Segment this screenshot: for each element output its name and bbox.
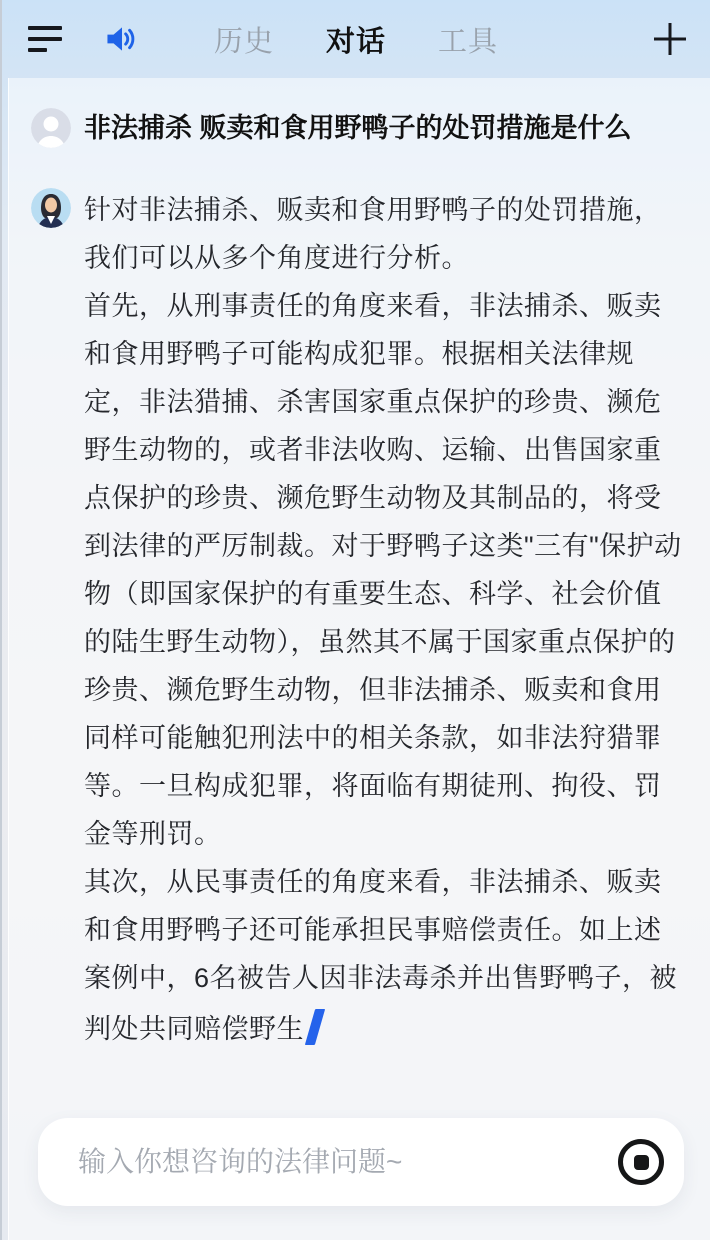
new-chat-plus-icon[interactable]	[652, 21, 688, 57]
assistant-message-row	[9, 186, 710, 1053]
speaker-volume-icon[interactable]	[102, 21, 142, 57]
assistant-avatar	[31, 188, 71, 228]
tab-history[interactable]: 历史	[214, 25, 275, 58]
assistant-paragraph-3: 其次，从民事责任的角度来看，非法捕杀、贩卖和食用野鸭子还可能承担民事赔偿责任。如上述案例中，6名被告人因非法毒杀并出售野鸭子，被判处共同赔偿野生	[84, 867, 678, 1044]
hamburger-menu-icon[interactable]	[28, 24, 64, 54]
assistant-message-text	[84, 186, 686, 1053]
question-input[interactable]	[76, 1145, 618, 1179]
user-message-row	[9, 106, 710, 150]
stop-generating-button[interactable]	[618, 1139, 664, 1185]
composer-bar	[38, 1118, 684, 1206]
typing-caret	[305, 1009, 325, 1045]
assistant-paragraph-1: 针对非法捕杀、贩卖和食用野鸭子的处罚措施，我们可以从多个角度进行分析。	[84, 195, 662, 273]
user-avatar	[31, 108, 71, 148]
tab-dialogue[interactable]: 对话	[326, 25, 387, 58]
tab-tools[interactable]: 工具	[438, 25, 499, 58]
user-message-text: 非法捕杀 贩卖和食用野鸭子的处罚措施是什么	[84, 113, 632, 143]
chat-panel	[8, 78, 710, 1240]
assistant-paragraph-2: 首先，从刑事责任的角度来看，非法捕杀、贩卖和食用野鸭子可能构成犯罪。根据相关法律规定，非法猎捕、杀害国家重点保护的珍贵、濒危野生动物的，或者非法收购、运输、出售国家重点保护的珍贵、濒危野生动物及其制品的，将受到法律的严厉制裁。对于野鸭子这类"三有"保护动物（即国家保护的有重要生态、科学、社会价值的陆生野生动物），虽然其不属于国家重点保护的珍贵、濒危野生动物，但非法捕杀、贩卖和食用同样可能触犯刑法中的相关条款，如非法狩猎罪等。一旦构成犯罪，将面临有期徒刑、拘役、罚金等刑罚。	[84, 291, 682, 849]
tab-bar	[214, 19, 498, 60]
stop-icon	[634, 1155, 649, 1170]
top-bar	[2, 0, 710, 78]
